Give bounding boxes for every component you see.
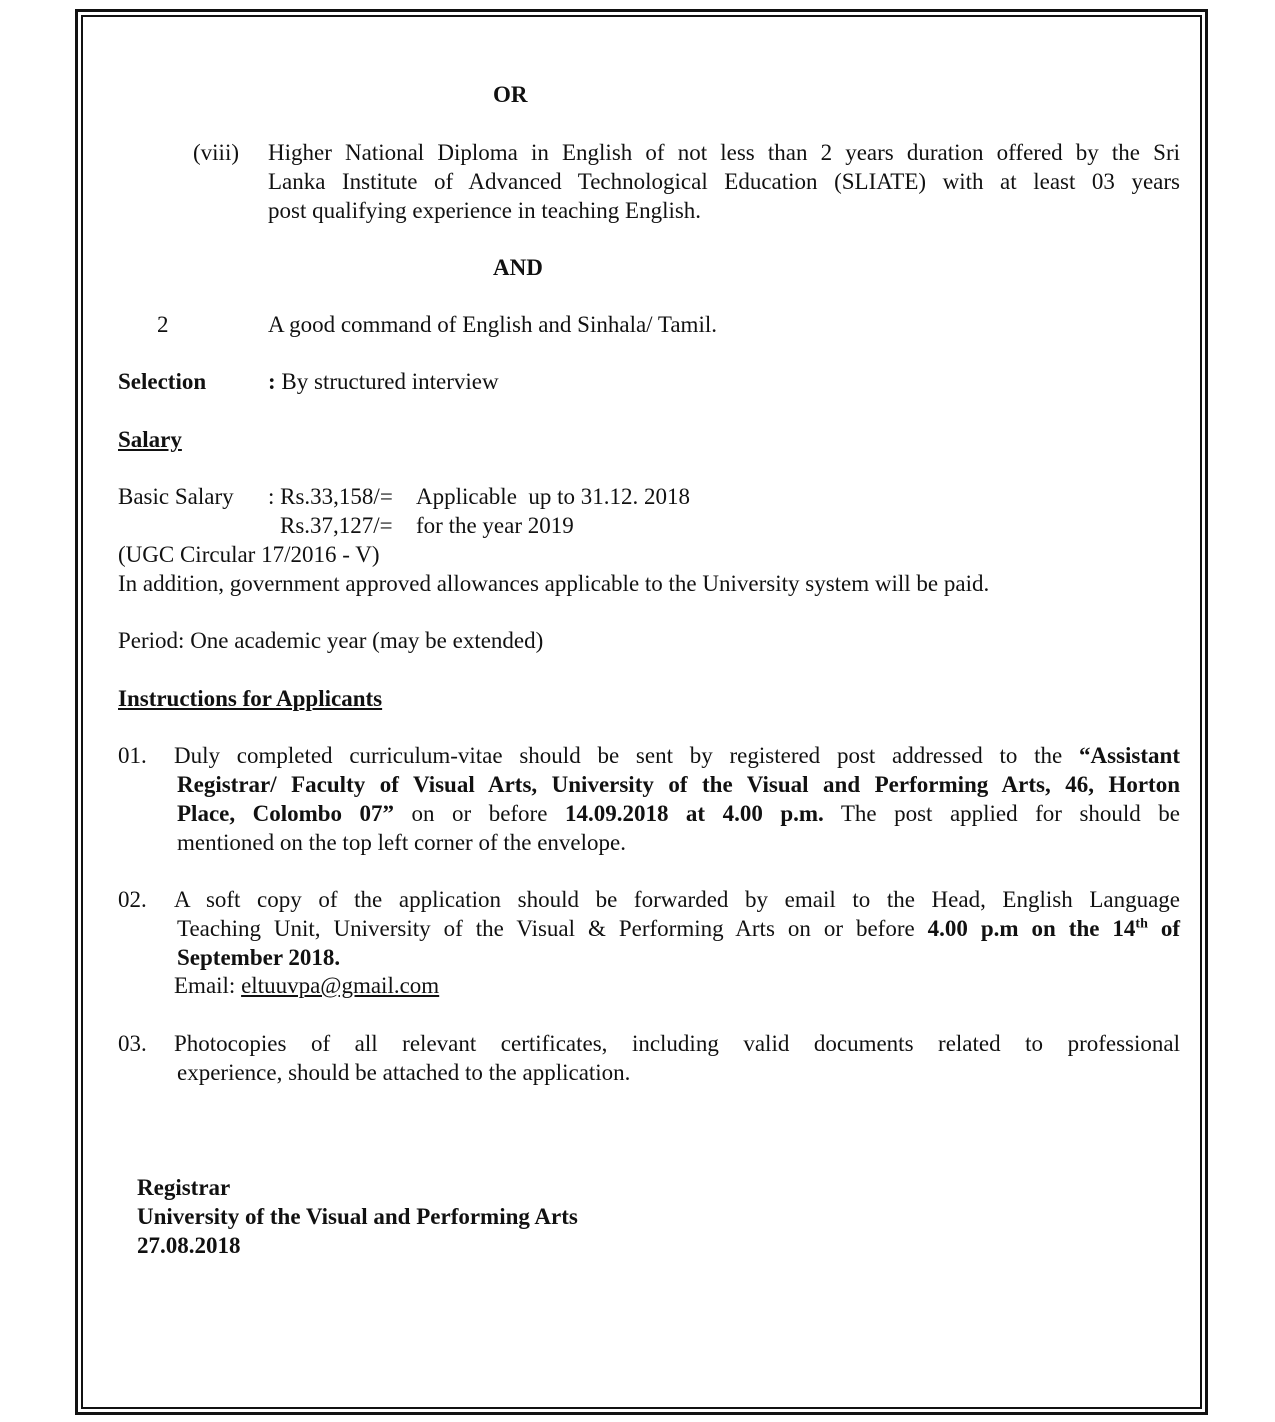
salary-row-prefix: : xyxy=(268,484,281,509)
period-text: Period: One academic year (may be extended) xyxy=(118,628,544,653)
ordinal-suffix: th xyxy=(1135,916,1148,932)
connector-or: OR xyxy=(493,82,528,107)
item-viii-text xyxy=(268,138,1180,225)
instruction-1-number: 01. xyxy=(118,743,147,768)
signature-institution: University of the Visual and Performing Arts xyxy=(137,1204,578,1229)
instruction-1-l3-text-b: The post applied for should be xyxy=(840,801,1180,826)
instruction-line xyxy=(174,914,1180,943)
email-link[interactable]: eltuuvpa@gmail.com xyxy=(241,973,440,998)
item-viii-line: post qualifying experience in teaching English. xyxy=(268,198,702,223)
salary-note: Applicable up to 31.12. 2018 xyxy=(416,484,691,509)
item-viii-line: Higher National Diploma in English of not less than 2 years duration offered by the Sri xyxy=(268,140,1180,165)
instruction-3-l2-text: experience, should be attached to the application. xyxy=(177,1060,631,1085)
instruction-1-l1-bold: “Assistant xyxy=(1079,743,1180,768)
selection-label: Selection xyxy=(118,369,207,394)
instruction-2-l2-bold-end: of xyxy=(1160,916,1181,941)
instructions-heading: Instructions for Applicants xyxy=(118,686,383,711)
item-viii-line: Lanka Institute of Advanced Technological Education (SLIATE) with at least 03 years xyxy=(268,169,1180,194)
connector-and: AND xyxy=(493,255,543,280)
email-label: Email: xyxy=(174,973,236,998)
instruction-1-l4-text: mentioned on the top left corner of the envelope. xyxy=(177,830,626,855)
instruction-line xyxy=(174,799,1180,828)
signature-date: 27.08.2018 xyxy=(137,1233,241,1258)
basic-salary-label: Basic Salary xyxy=(118,484,234,509)
salary-heading: Salary xyxy=(118,427,182,452)
item-2-text: A good command of English and Sinhala/ Tamil. xyxy=(268,312,717,337)
instruction-1-l2-bold: Registrar/ Faculty of Visual Arts, University of the Visual and Performing Arts, 46, Horton xyxy=(177,772,1180,797)
salary-amount: Rs.33,158/= xyxy=(280,484,393,509)
salary-row xyxy=(268,482,393,511)
instruction-1-deadline: 14.09.2018 at 4.00 p.m. xyxy=(564,801,824,826)
item-viii-number: (viii) xyxy=(193,140,239,165)
instruction-2-l1-text: A soft copy of the application should be forwarded by email to the Head, English Language xyxy=(174,887,1180,912)
salary-note: for the year 2019 xyxy=(416,513,574,538)
instruction-3-l1-text: Photocopies of all relevant certificates, including valid documents related to professional xyxy=(174,1031,1180,1056)
instruction-3-number: 03. xyxy=(118,1031,147,1056)
ugc-circular: (UGC Circular 17/2016 - V) xyxy=(118,542,380,567)
instruction-2-l2-bold xyxy=(928,916,1148,941)
instruction-1-l3-text-a: on or before xyxy=(411,801,548,826)
selection-colon: : xyxy=(268,369,276,394)
instruction-2-text xyxy=(174,885,1180,972)
instruction-1-text xyxy=(174,741,1180,857)
item-2-number: 2 xyxy=(157,312,169,337)
email-line xyxy=(174,971,439,1000)
instruction-1-l1-text: Duly completed curriculum-vitae should be sent by registered post addressed to the xyxy=(174,743,1063,768)
instruction-3-text xyxy=(174,1029,1180,1087)
selection-value-line xyxy=(268,367,499,396)
selection-value: By structured interview xyxy=(281,369,499,394)
instruction-2-number: 02. xyxy=(118,887,147,912)
salary-amount: Rs.37,127/= xyxy=(280,513,393,538)
instruction-line xyxy=(174,741,1180,770)
allowances-text: In addition, government approved allowances applicable to the University system will be paid. xyxy=(118,571,990,596)
instruction-2-l3-bold: September 2018. xyxy=(177,945,341,970)
instruction-2-deadline: 4.00 p.m on the 14 xyxy=(927,916,1136,941)
instruction-2-l2-text: Teaching Unit, University of the Visual & Performing Arts on or before xyxy=(177,916,915,941)
instruction-1-l3-bold-a: Place, Colombo 07” xyxy=(177,801,395,826)
signature-title: Registrar xyxy=(137,1175,231,1200)
